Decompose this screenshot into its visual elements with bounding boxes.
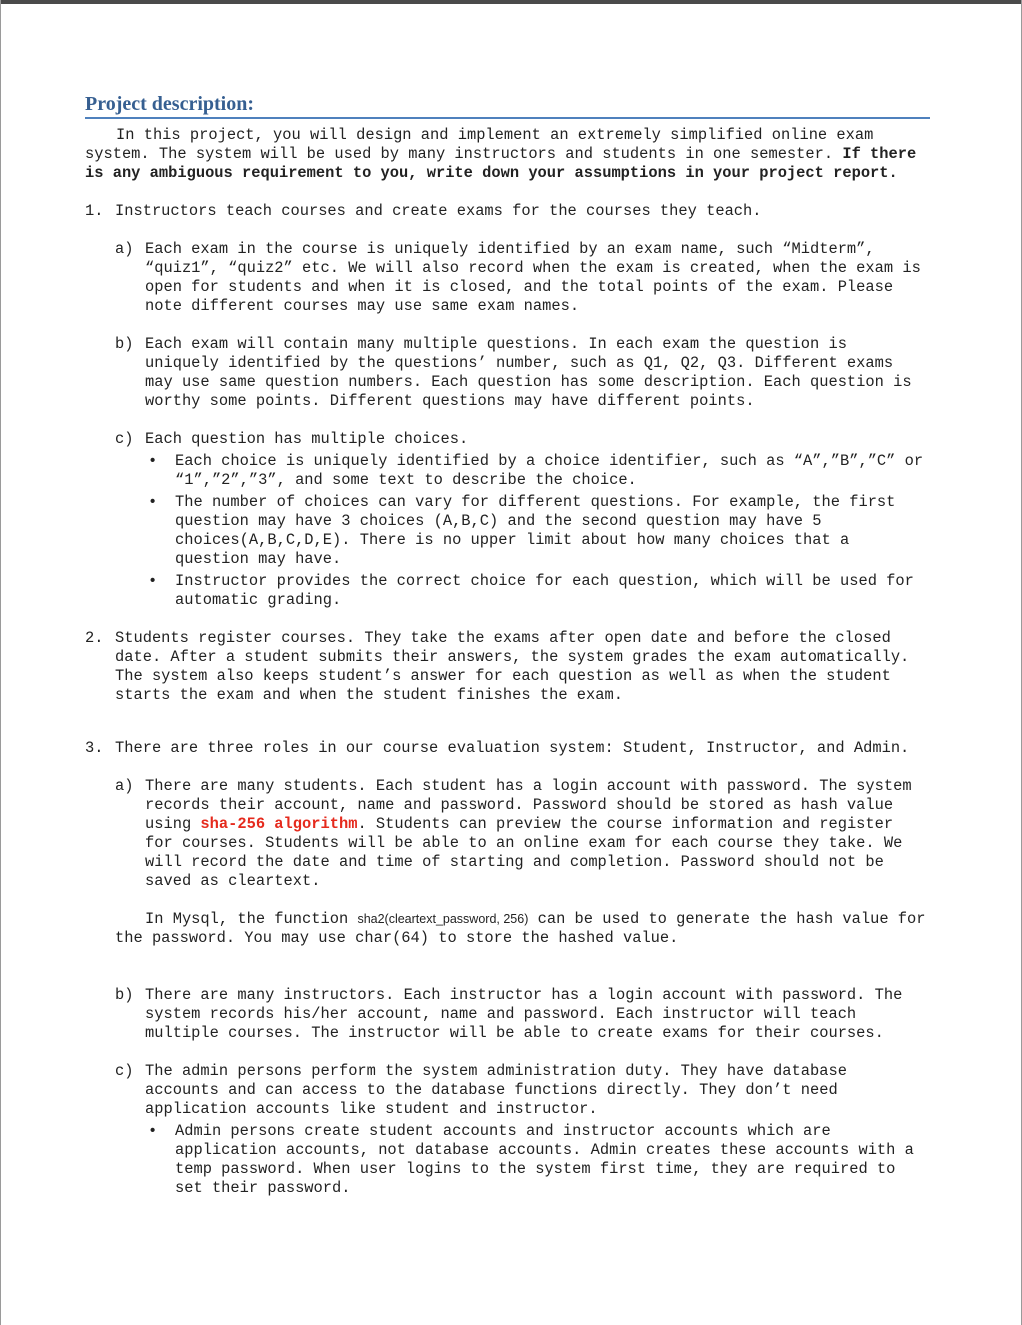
sub-item-label: b) (115, 335, 134, 353)
bullet-text: Instructor provides the correct choice for each question, which will be used for automatic grading. (175, 572, 914, 609)
bullet-icon: • (148, 572, 158, 590)
bullet-text: Admin persons create student accounts and instructor accounts which are application accounts, not database accounts. Admin creates these accounts with a temp password. When user logins to the system first time, they are required to set their password. (175, 1122, 914, 1197)
item-text: Students register courses. They take the exams after open date and before the closed date. After a student submits their answers, the system grades the exam automatically. The system also keeps student’s answer for each question as well as when the student starts the exam and when the student finishes the exam. (115, 629, 910, 704)
intro-text: In this project, you will design and implement an extremely simplified online exam system. The system will be used by many instructors and students in one semester. (85, 126, 874, 163)
sub-text-end: . Students can preview the course information and register for courses. Students will be able to an online exam for each course they take. We will record the date and time of starting and completion. Password should not be saved as cleartext. (145, 815, 903, 890)
note-text-start: In Mysql, the function (145, 910, 358, 928)
mysql-note (115, 910, 930, 948)
code-snippet: sha2(cleartext_password, 256) (357, 912, 529, 926)
sub-item-text (145, 777, 930, 891)
sub-item-text: Each exam will contain many multiple questions. In each exam the question is uniquely identified by the questions’ number, such as Q1, Q2, Q3. Different exams may use same question numbers. Each question has some description. Each question is worthy some points. Different questions may have different points. (145, 335, 912, 410)
intro-paragraph (85, 126, 930, 183)
bullet-item (145, 572, 930, 610)
bullet-icon: • (148, 1122, 158, 1140)
note-text-end: can be used to generate the hash value for the password. You may use char(64) to store the hashed value. (115, 910, 926, 947)
bullet-item (145, 493, 930, 569)
sub-item-label: a) (115, 240, 134, 258)
bullet-icon: • (148, 493, 158, 511)
item-number: 3. (85, 739, 104, 757)
bullet-icon: • (148, 452, 158, 470)
highlight-algorithm: sha-256 algorithm (200, 815, 358, 833)
page-left-edge (0, 0, 1, 1325)
list-item-3 (85, 739, 930, 758)
sub-item-3c (115, 1062, 930, 1119)
bullet-item (145, 1122, 930, 1198)
sub-item-1a (115, 240, 930, 316)
sub-item-text: The admin persons perform the system administration duty. They have database accounts and can access to the database functions directly. They don’t need application accounts like student and instructor. (145, 1062, 847, 1118)
bullet-text: The number of choices can vary for different questions. For example, the first question may have 3 choices (A,B,C) and the second question may have 5 choices(A,B,C,D,E). There is no upper limit about how many choices that a question may have. (175, 493, 896, 568)
item-text: Instructors teach courses and create exams for the courses they teach. (115, 202, 762, 220)
item-number: 2. (85, 629, 104, 647)
sub-item-3b (115, 986, 930, 1043)
sub-item-3a (115, 777, 930, 891)
intro-bold-note: If there is any ambiguous requirement to you, write down your assumptions in your project report. (85, 145, 917, 182)
sub-item-label: c) (115, 1062, 134, 1080)
bullet-item (145, 452, 930, 490)
sub-item-1b (115, 335, 930, 411)
sub-item-label: b) (115, 986, 134, 1004)
sub-item-label: c) (115, 430, 134, 448)
document-page (85, 92, 930, 1198)
sub-item-text: Each question has multiple choices. (145, 430, 469, 448)
section-heading: Project description: (85, 92, 930, 119)
sub-item-1c (115, 430, 930, 449)
list-item-2 (85, 629, 930, 705)
item-text: There are three roles in our course evaluation system: Student, Instructor, and Admin. (115, 739, 910, 757)
sub-item-label: a) (115, 777, 134, 795)
bullet-text: Each choice is uniquely identified by a choice identifier, such as “A”,”B”,”C” or “1”,”2”,”3”, and some text to describe the choice. (175, 452, 924, 489)
sub-item-text: Each exam in the course is uniquely identified by an exam name, such “Midterm”, “quiz1”, “quiz2” etc. We will also record when the exam is created, when the exam is open for students and when it is closed, and the total points of the exam. Please note different courses may use same exam names. (145, 240, 921, 315)
list-item-1 (85, 202, 930, 221)
item-number: 1. (85, 202, 104, 220)
sub-text-start: There are many students. Each student has a login account with password. The system records their account, name and password. Password should be stored as hash value using (145, 777, 912, 833)
sub-item-text: There are many instructors. Each instructor has a login account with password. The system records his/her account, name and password. Each instructor will teach multiple courses. The instructor will be able to create exams for their courses. (145, 986, 903, 1042)
window-top-border (0, 0, 1022, 4)
